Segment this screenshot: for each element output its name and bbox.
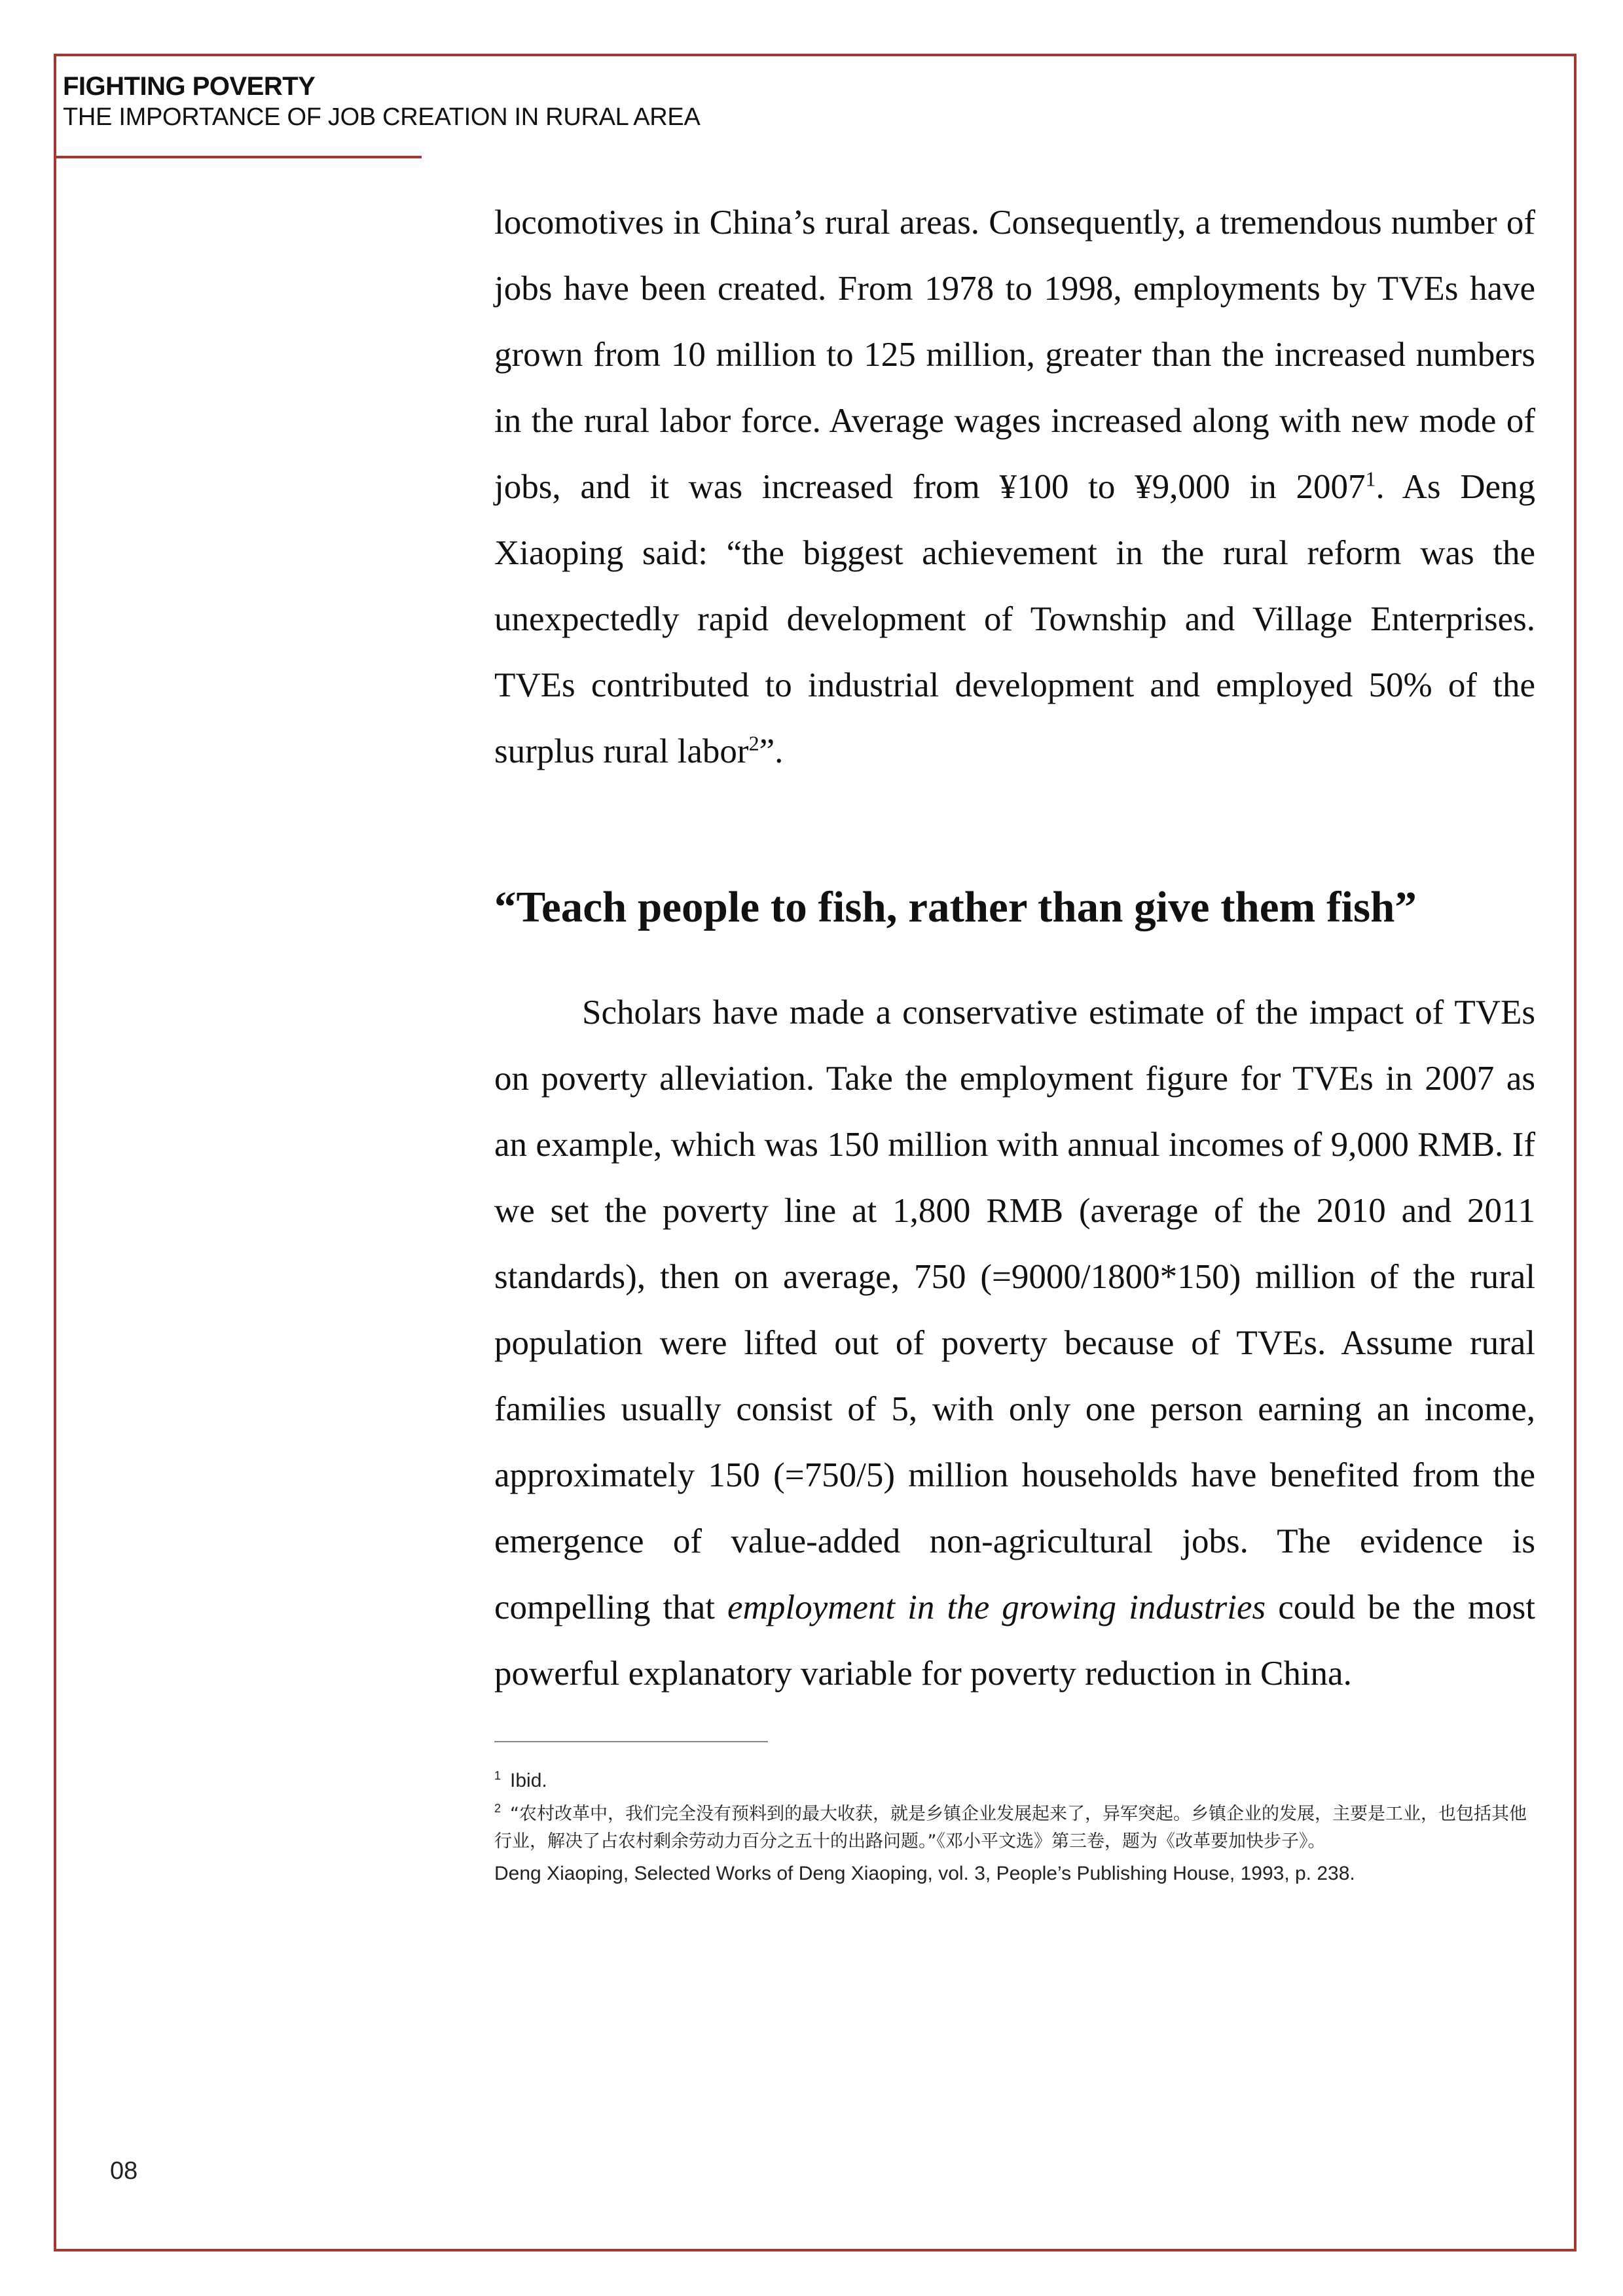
footnote-2 [494,1800,1535,1855]
para1-text: locomotives in China’s rural areas. Consequently, a tremendous number of jobs have been created. From 1978 to 1998, employments by TVEs have grown from 10 million to 125 million, greater than the increased numbers in the rural labor force. Average wages increased along with new mode of jobs, and it was increased from ¥100 to ¥9,000 in 2007 [494,204,1535,506]
chapter-title: THE IMPORTANCE OF JOB CREATION IN RURAL AREA [63,103,701,131]
footnote-1-text: Ibid. [510,1770,547,1791]
body-paragraph-1 [494,190,1535,785]
section-heading: “Teach people to fish, rather than give them fish” [494,883,1417,931]
para2-italic: employment in the growing industries [727,1588,1266,1626]
footnote-2-source: Deng Xiaoping, Selected Works of Deng Xiaoping, vol. 3, People’s Publishing House, 1993, p. 238. [494,1863,1355,1884]
para1-mid: . As Deng Xiaoping said: “the biggest achievement in the rural reform was the unexpectedly rapid development of Township and Village Enterprises. TVEs contributed to industrial development and employed 50% of the surplus rural labor [494,468,1535,770]
para2-start: Scholars have made a conservative estimate of the impact of TVEs on poverty alleviation. Take the employment figure for TVEs in 2007 as an example, which was 150 million with annual incomes of 9,000 RMB. If we set the poverty line at 1,800 RMB (average of the 2010 and 2011 standards), then on average, 750 (=9000/1800*150) million of the rural population were lifted out of poverty because of TVEs. Assume rural families usually consist of 5, with only one person earning an income, approximately 150 (=750/5) million households have benefited from the emergence of value-added non-agricultural jobs. The evidence is compelling that [494,994,1535,1626]
footnotes [494,1767,1535,1888]
body-paragraph-2 [494,980,1535,1707]
footnote-1 [494,1767,1535,1795]
running-header [63,71,701,132]
body-column [494,190,1535,1893]
footnote-ref-1[interactable]: 1 [1365,467,1376,491]
footnote-divider [494,1741,768,1742]
page-number: 08 [110,2157,138,2185]
para2-end: could be the most powerful explanatory variable for poverty reduction in China. [494,1588,1535,1693]
header-rule [54,156,422,158]
footnote-2-quote: “农村改革中，我们完全没有预料到的最大收获，就是乡镇企业发展起来了，异军突起。乡镇企业的发展，主要是工业，也包括其他行业，解决了占农村剩余劳动力百分之五十的出路问题。”《邓小平文选》第三卷，题为《改革要加快步子》。 [494,1804,1527,1852]
footnote-ref-2[interactable]: 2 [748,731,759,755]
para1-end: ”. [759,732,784,770]
footnote-1-marker: 1 [494,1769,501,1782]
series-title: FIGHTING POVERTY [63,72,316,101]
footnote-2-marker: 2 [494,1802,501,1815]
